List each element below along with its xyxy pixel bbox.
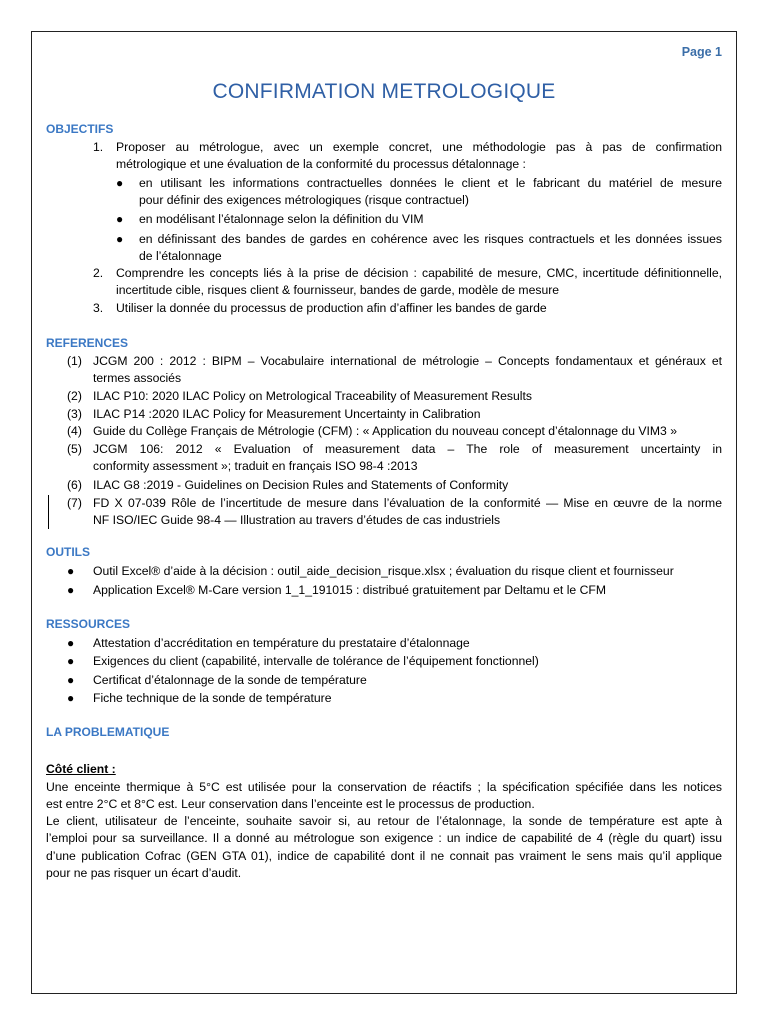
bullet-icon: ●	[67, 583, 75, 597]
reference-text: termes associés	[93, 371, 182, 385]
reference-text: ILAC P14 :2020 ILAC Policy for Measurement Uncertainty in Calibration	[93, 407, 481, 421]
bullet-icon: ●	[116, 212, 124, 226]
bullet-icon: ●	[67, 654, 75, 668]
ressource-item: Fiche technique de la sonde de température	[93, 691, 332, 705]
paragraph-line: d’une publication Cofrac (GEN GTA 01), indice de capabilité dont il ne connait pas vraiment le sens mais qu’il applique	[46, 849, 722, 863]
reference-number: (2)	[67, 389, 82, 403]
outil-item: Application Excel® M-Care version 1_1_191015 : distribué gratuitement par Deltamu et le CFM	[93, 583, 606, 597]
paragraph-line: Le client, utilisateur de l’enceinte, souhaite savoir si, au retour de l’étalonnage, la sonde de température est apte à	[46, 814, 722, 828]
outil-item: Outil Excel® d’aide à la décision : outil_aide_decision_risque.xlsx ; évaluation du risque client et fournisseur	[93, 564, 674, 578]
bullet-icon: ●	[116, 232, 124, 246]
objectif-subitem: de l’étalonnage	[139, 249, 222, 263]
objectif-text: Proposer au métrologue, avec un exemple concret, une méthodologie pas à pas de confirmation	[116, 140, 722, 154]
objectif-number: 3.	[93, 301, 104, 315]
reference-number: (6)	[67, 478, 82, 492]
reference-text: ILAC P10: 2020 ILAC Policy on Metrological Traceability of Measurement Results	[93, 389, 532, 403]
section-heading-ressources: RESSOURCES	[46, 617, 131, 631]
ressource-item: Attestation d’accréditation en température du prestataire d’étalonnage	[93, 636, 470, 650]
reference-text: FD X 07-039 Rôle de l’incertitude de mesure dans l’évaluation de la conformité — Mise en œuvre de la norme	[93, 496, 722, 510]
objectif-subitem: en modélisant l’étalonnage selon la définition du VIM	[139, 212, 424, 226]
ressource-item: Certificat d’étalonnage de la sonde de température	[93, 673, 367, 687]
section-heading-references: REFERENCES	[46, 336, 129, 350]
paragraph-line: l’emploi pour sa surveillance. Il a donné au métrologue son exigence : un indice de capabilité de 4 (règle du quart) issu	[46, 831, 722, 845]
paragraph-line: pour ne pas risquer un écart d’audit.	[46, 866, 242, 880]
section-heading-problematique: LA PROBLEMATIQUE	[46, 725, 170, 739]
paragraph-line: est entre 2°C et 8°C est. Leur conservation dans l’enceinte est le processus de production.	[46, 797, 535, 811]
objectif-subitem: en utilisant les informations contractuelles données le client et le fabricant du matériel de mesure	[139, 176, 722, 190]
paragraph-line: Une enceinte thermique à 5°C est utilisée pour la conservation de réactifs ; la spécification spécifiée dans les notices	[46, 780, 722, 794]
reference-number: (7)	[67, 496, 82, 510]
reference-number: (3)	[67, 407, 82, 421]
objectif-text: incertitude cible, risques client & fournisseur, bandes de garde, modèle de mesure	[116, 283, 560, 297]
bullet-icon: ●	[67, 564, 75, 578]
reference-number: (1)	[67, 354, 82, 368]
bullet-icon: ●	[67, 673, 75, 687]
section-heading-outils: OUTILS	[46, 545, 90, 559]
page-title: CONFIRMATION METROLOGIQUE	[212, 80, 556, 103]
subheading-cote-client: Côté client :	[46, 762, 116, 776]
reference-text: JCGM 200 : 2012 : BIPM – Vocabulaire international de métrologie – Concepts fondamentaux et généraux et	[93, 354, 722, 368]
section-heading-objectifs: OBJECTIFS	[46, 122, 114, 136]
objectif-text: métrologique et une évaluation de la conformité du processus détalonnage :	[116, 157, 526, 171]
page-number: Page 1	[681, 45, 722, 59]
reference-text: Guide du Collège Français de Métrologie (CFM) : « Application du nouveau concept d’étalonnage du VIM3 »	[93, 424, 677, 438]
ressource-item: Exigences du client (capabilité, intervalle de tolérance de l’équipement fonctionnel)	[93, 654, 539, 668]
reference-text: ILAC G8 :2019 - Guidelines on Decision Rules and Statements of Conformity	[93, 478, 509, 492]
objectif-number: 1.	[93, 140, 104, 154]
bullet-icon: ●	[67, 636, 75, 650]
objectif-text: Comprendre les concepts liés à la prise de décision : capabilité de mesure, CMC, incertitude définitionnelle,	[116, 266, 722, 280]
reference-number: (4)	[67, 424, 82, 438]
objectif-subitem: en définissant des bandes de gardes en cohérence avec les risques contractuels et les données issues	[139, 232, 722, 246]
revision-bar	[48, 495, 49, 529]
objectif-text: Utiliser la donnée du processus de production afin d’affiner les bandes de garde	[116, 301, 547, 315]
reference-text: JCGM 106: 2012 « Evaluation of measurement data – The role of measurement uncertainty in	[93, 442, 722, 456]
reference-text: conformity assessment »; traduit en français ISO 98-4 :2013	[93, 459, 418, 473]
objectif-subitem: pour définir des exigences métrologiques (risque contractuel)	[139, 193, 469, 207]
reference-text: NF ISO/IEC Guide 98-4 — Illustration au travers d’études de cas industriels	[93, 513, 501, 527]
bullet-icon: ●	[67, 691, 75, 705]
bullet-icon: ●	[116, 176, 124, 190]
reference-number: (5)	[67, 442, 82, 456]
objectif-number: 2.	[93, 266, 104, 280]
